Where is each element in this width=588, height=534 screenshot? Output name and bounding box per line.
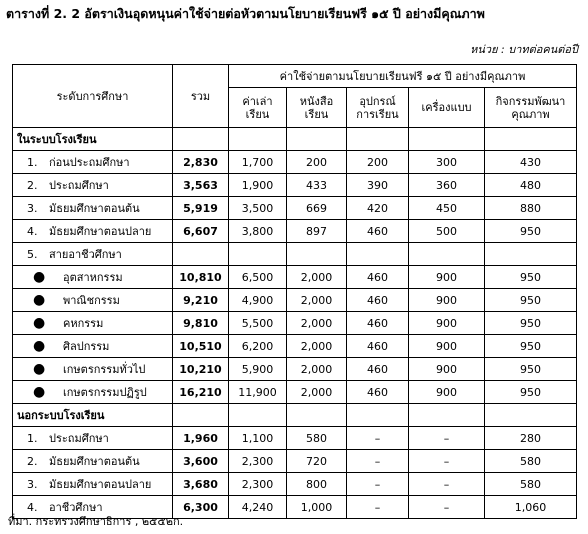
row-label-cell — [13, 197, 173, 220]
value-c3: 460 — [347, 358, 409, 381]
section-title: ในระบบโรงเรียน — [13, 128, 173, 151]
value-c3: – — [347, 496, 409, 519]
row-label-cell — [13, 427, 173, 450]
row-label-cell — [13, 312, 173, 335]
value-c4: 300 — [409, 151, 485, 174]
table-row — [13, 450, 577, 473]
source-note: ที่มา. กระทรวงศึกษาธิการ , ๒๕๕๒ก. — [8, 515, 184, 528]
empty-cell — [485, 404, 577, 427]
row-label: มัธยมศึกษาตอนปลาย — [49, 477, 152, 491]
value-c2: 897 — [287, 220, 347, 243]
value-c4: 900 — [409, 335, 485, 358]
value-c2: 580 — [287, 427, 347, 450]
row-index: 4. — [27, 224, 38, 238]
value-c1: 4,240 — [229, 496, 287, 519]
table-row — [13, 174, 577, 197]
value-c1: 3,800 — [229, 220, 287, 243]
value-c4: 500 — [409, 220, 485, 243]
table-row — [13, 473, 577, 496]
value-c2: 2,000 — [287, 266, 347, 289]
value-c1: 4,900 — [229, 289, 287, 312]
value-c5: 280 — [485, 427, 577, 450]
value-c3: 460 — [347, 289, 409, 312]
total-value: 3,563 — [173, 174, 229, 197]
value-c1: 1,100 — [229, 427, 287, 450]
row-index: 2. — [27, 454, 38, 468]
value-c1: 11,900 — [229, 381, 287, 404]
total-value: 2,830 — [173, 151, 229, 174]
empty-cell — [287, 404, 347, 427]
empty-cell — [173, 243, 229, 266]
row-label: ประถมศึกษา — [49, 178, 109, 192]
table-row — [13, 335, 577, 358]
row-label-cell — [13, 151, 173, 174]
row-label: มัธยมศึกษาตอนต้น — [49, 201, 140, 215]
row-label-cell — [13, 335, 173, 358]
value-c5: 1,060 — [485, 496, 577, 519]
value-c3: 460 — [347, 312, 409, 335]
row-label-cell — [13, 174, 173, 197]
total-value: 3,600 — [173, 450, 229, 473]
value-c5: 430 — [485, 151, 577, 174]
value-c3: 460 — [347, 266, 409, 289]
bullet-icon: ● — [33, 360, 46, 377]
total-value: 9,210 — [173, 289, 229, 312]
bullet-icon: ● — [33, 291, 46, 308]
unit-note: หน่วย : บาทต่อคนต่อปี — [470, 43, 578, 56]
empty-cell — [229, 404, 287, 427]
row-label: ก่อนประถมศึกษา — [49, 155, 130, 169]
header-level: ระดับการศึกษา — [13, 65, 173, 128]
value-c1: 3,500 — [229, 197, 287, 220]
value-c1: 1,900 — [229, 174, 287, 197]
row-label-cell — [13, 289, 173, 312]
header-row-1 — [13, 65, 577, 88]
table-row — [13, 427, 577, 450]
table-row — [13, 312, 577, 335]
value-c2: 1,000 — [287, 496, 347, 519]
row-label-cell — [13, 266, 173, 289]
row-index: 5. — [27, 247, 38, 261]
empty-cell — [347, 243, 409, 266]
value-c1: 6,200 — [229, 335, 287, 358]
value-c5: 950 — [485, 358, 577, 381]
value-c2: 2,000 — [287, 358, 347, 381]
row-index: 1. — [27, 431, 38, 445]
empty-cell — [173, 128, 229, 151]
total-value: 9,810 — [173, 312, 229, 335]
total-value: 6,607 — [173, 220, 229, 243]
value-c5: 950 — [485, 220, 577, 243]
header-total: รวม — [173, 65, 229, 128]
table-row — [13, 289, 577, 312]
total-value: 1,960 — [173, 427, 229, 450]
value-c2: 2,000 — [287, 335, 347, 358]
empty-cell — [485, 243, 577, 266]
empty-cell — [409, 128, 485, 151]
value-c3: 420 — [347, 197, 409, 220]
subsection-cell — [13, 243, 173, 266]
header-books: หนังสือเรียน — [287, 88, 347, 128]
table-row — [13, 358, 577, 381]
value-c1: 5,500 — [229, 312, 287, 335]
value-c2: 2,000 — [287, 289, 347, 312]
table-row — [13, 197, 577, 220]
total-value: 5,919 — [173, 197, 229, 220]
row-label: ศิลปกรรม — [63, 339, 110, 353]
value-c4: – — [409, 496, 485, 519]
value-c4: 900 — [409, 266, 485, 289]
value-c5: 880 — [485, 197, 577, 220]
value-c3: 460 — [347, 220, 409, 243]
section-title: นอกระบบโรงเรียน — [13, 404, 173, 427]
row-label: มัธยมศึกษาตอนต้น — [49, 454, 140, 468]
value-c3: – — [347, 473, 409, 496]
value-c2: 433 — [287, 174, 347, 197]
bullet-icon: ● — [33, 383, 46, 400]
section-row — [13, 128, 577, 151]
empty-cell — [347, 128, 409, 151]
value-c5: 580 — [485, 450, 577, 473]
total-value: 16,210 — [173, 381, 229, 404]
row-index: 3. — [27, 477, 38, 491]
value-c4: 900 — [409, 289, 485, 312]
table-body — [13, 128, 577, 519]
empty-cell — [485, 128, 577, 151]
table-title: ตารางที่ 2. 2 อัตราเงินอุดหนุนค่าใช้จ่ายต่อหัวตามนโยบายเรียนฟรี ๑๕ ปี อย่างมีคุณภาพ — [6, 6, 485, 21]
value-c1: 5,900 — [229, 358, 287, 381]
empty-cell — [229, 243, 287, 266]
table-row — [13, 381, 577, 404]
value-c4: – — [409, 427, 485, 450]
value-c5: 950 — [485, 312, 577, 335]
value-c1: 6,500 — [229, 266, 287, 289]
row-index: 3. — [27, 201, 38, 215]
empty-cell — [287, 243, 347, 266]
empty-cell — [347, 404, 409, 427]
empty-cell — [287, 128, 347, 151]
table-row — [13, 266, 577, 289]
total-value: 10,210 — [173, 358, 229, 381]
value-c4: – — [409, 473, 485, 496]
table-row — [13, 151, 577, 174]
empty-cell — [409, 243, 485, 266]
value-c1: 1,700 — [229, 151, 287, 174]
row-index: 2. — [27, 178, 38, 192]
value-c2: 669 — [287, 197, 347, 220]
row-label: เกษตรกรรมปฏิรูป — [63, 385, 147, 399]
bullet-icon: ● — [33, 337, 46, 354]
header-activities: กิจกรรมพัฒนาคุณภาพ — [485, 88, 577, 128]
value-c5: 580 — [485, 473, 577, 496]
bullet-icon: ● — [33, 268, 46, 285]
value-c3: 460 — [347, 381, 409, 404]
row-label: อาชีวศึกษา — [49, 500, 103, 514]
row-index: 1. — [27, 155, 38, 169]
value-c3: – — [347, 450, 409, 473]
value-c5: 480 — [485, 174, 577, 197]
header-tuition: ค่าเล่าเรียน — [229, 88, 287, 128]
row-label: เกษตรกรรมทั่วไป — [63, 362, 146, 376]
value-c5: 950 — [485, 335, 577, 358]
empty-cell — [229, 128, 287, 151]
value-c2: 200 — [287, 151, 347, 174]
header-supplies: อุปกรณ์การเรียน — [347, 88, 409, 128]
value-c5: 950 — [485, 381, 577, 404]
table-row — [13, 220, 577, 243]
row-index: 4. — [27, 500, 38, 514]
value-c2: 2,000 — [287, 381, 347, 404]
value-c2: 720 — [287, 450, 347, 473]
row-label-cell — [13, 381, 173, 404]
empty-cell — [409, 404, 485, 427]
value-c4: – — [409, 450, 485, 473]
row-label-cell — [13, 473, 173, 496]
value-c4: 900 — [409, 381, 485, 404]
subsection-row — [13, 243, 577, 266]
row-label-cell — [13, 450, 173, 473]
total-value: 6,300 — [173, 496, 229, 519]
empty-cell — [173, 404, 229, 427]
row-label: คหกรรม — [63, 316, 104, 330]
value-c3: 200 — [347, 151, 409, 174]
value-c1: 2,300 — [229, 473, 287, 496]
row-label: อุตสาหกรรม — [63, 270, 123, 284]
value-c5: 950 — [485, 289, 577, 312]
value-c3: – — [347, 427, 409, 450]
value-c3: 460 — [347, 335, 409, 358]
value-c3: 390 — [347, 174, 409, 197]
value-c1: 2,300 — [229, 450, 287, 473]
value-c4: 360 — [409, 174, 485, 197]
value-c2: 800 — [287, 473, 347, 496]
total-value: 10,510 — [173, 335, 229, 358]
bullet-icon: ● — [33, 314, 46, 331]
value-c5: 950 — [485, 266, 577, 289]
value-c4: 900 — [409, 312, 485, 335]
section-row — [13, 404, 577, 427]
row-label: มัธยมศึกษาตอนปลาย — [49, 224, 152, 238]
row-label: ประถมศึกษา — [49, 431, 109, 445]
row-label-cell — [13, 358, 173, 381]
value-c4: 450 — [409, 197, 485, 220]
header-uniform: เครื่องแบบ — [409, 88, 485, 128]
subsection-title: สายอาชีวศึกษา — [49, 247, 122, 261]
header-group: ค่าใช้จ่ายตามนโยบายเรียนฟรี ๑๕ ปี อย่างมีคุณภาพ — [229, 65, 577, 88]
row-label: พาณิชกรรม — [63, 293, 120, 307]
total-value: 3,680 — [173, 473, 229, 496]
total-value: 10,810 — [173, 266, 229, 289]
value-c4: 900 — [409, 358, 485, 381]
value-c2: 2,000 — [287, 312, 347, 335]
row-label-cell — [13, 220, 173, 243]
expense-table — [12, 64, 577, 519]
